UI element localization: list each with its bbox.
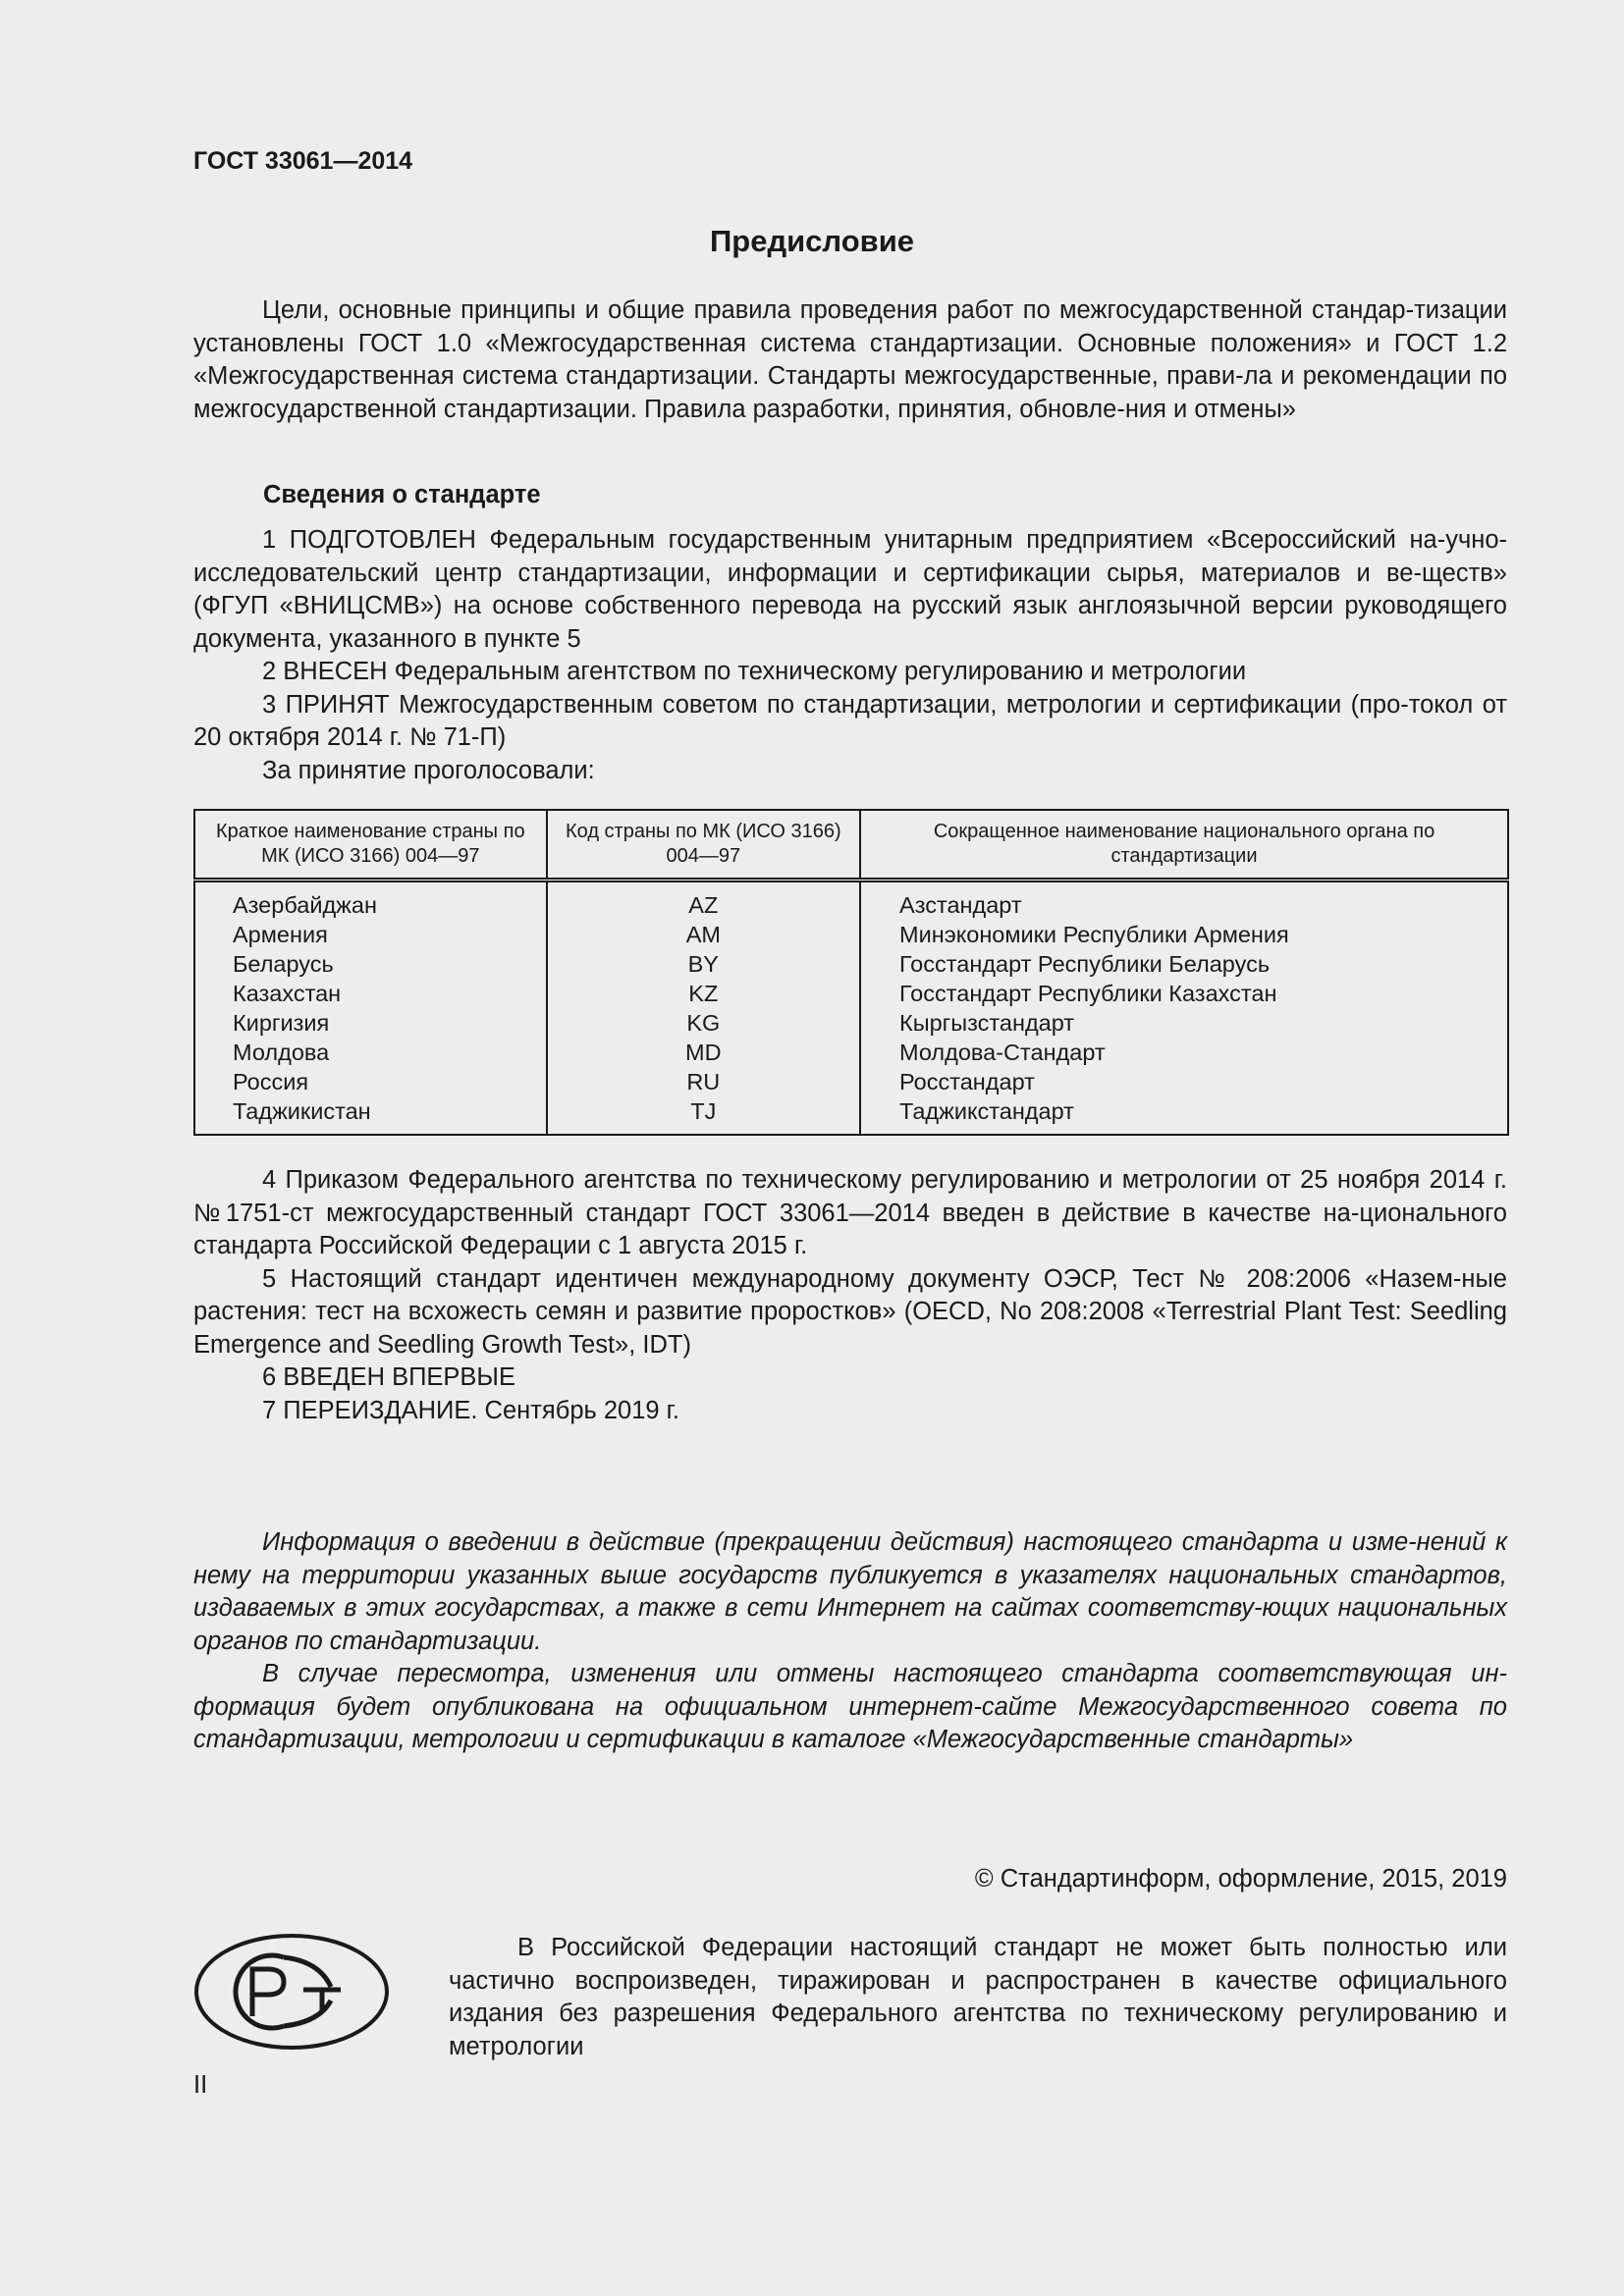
country-code: AZ — [547, 881, 860, 921]
country-name: Таджикистан — [194, 1096, 547, 1135]
country-name: Киргизия — [194, 1008, 547, 1038]
reproduction-notice — [449, 1932, 1507, 2063]
adoption-info-block — [193, 1164, 1507, 1427]
country-code: MD — [547, 1038, 860, 1067]
country-name: Молдова — [194, 1038, 547, 1067]
publication-info-block — [193, 1526, 1507, 1757]
country-name: Казахстан — [194, 979, 547, 1008]
section-heading: Сведения о стандарте — [263, 481, 541, 508]
country-code: AM — [547, 920, 860, 949]
page-number: II — [193, 2071, 208, 2099]
table-row — [194, 979, 1508, 1008]
table-row — [194, 881, 1508, 921]
intro-block — [193, 294, 1507, 426]
country-name: Армения — [194, 920, 547, 949]
standards-body: Минэкономики Республики Армения — [860, 920, 1508, 949]
country-name: Азербайджан — [194, 881, 547, 921]
country-code: TJ — [547, 1096, 860, 1135]
table-row — [194, 1096, 1508, 1135]
info-item-4: 4 Приказом Федерального агентства по техническому регулированию и метрологии от 25 ноября 2014 г. №1751-ст межгосударственный стандарт ГОСТ 33061—2014 введен в действие в качестве на-ционального стандарта Российской Федерации с 1 августа 2015 г. — [193, 1166, 1507, 1259]
header-country-name: Краткое наименование страны по МК (ИСО 3166) 004—97 — [194, 810, 547, 881]
table-row — [194, 920, 1508, 949]
country-code: KG — [547, 1008, 860, 1038]
page-title: Предисловие — [709, 224, 914, 258]
table-row — [194, 1038, 1508, 1067]
standards-body: Азстандарт — [860, 881, 1508, 921]
standards-body: Госстандарт Республики Казахстан — [860, 979, 1508, 1008]
info-item-2: 2 ВНЕСЕН Федеральным агентством по техническому регулированию и метрологии — [262, 658, 1247, 685]
standard-info-block — [193, 524, 1507, 787]
standards-body: Росстандарт — [860, 1067, 1508, 1096]
country-code: RU — [547, 1067, 860, 1096]
voting-countries-table — [193, 809, 1509, 1136]
info-item-7: 7 ПЕРЕИЗДАНИЕ. Сентябрь 2019 г. — [262, 1396, 679, 1424]
header-standards-body: Сокращенное наименование национального органа по стандартизации — [860, 810, 1508, 881]
country-code: KZ — [547, 979, 860, 1008]
info-item-1: 1 ПОДГОТОВЛЕН Федеральным государственным унитарным предприятием «Всероссийский на-учно-исследовательский центр стандартизации, информации и сертификации сырья, материалов и ве-ществ» (ФГУП «ВНИЦСМВ») на основе собственного перевода на русский язык англоязычной версии руководящего документа, указанного в пункте 5 — [193, 526, 1507, 653]
voters-label: За принятие проголосовали: — [262, 756, 595, 784]
info-item-3: 3 ПРИНЯТ Межгосударственным советом по стандартизации, метрологии и сертификации (про-токол от 20 октября 2014 г. № 71-П) — [193, 690, 1507, 751]
copyright-notice: © Стандартинформ, оформление, 2015, 2019 — [974, 1865, 1507, 1893]
standards-body: Таджикстандарт — [860, 1096, 1508, 1135]
document-code: ГОСТ 33061—2014 — [193, 147, 413, 175]
reproduction-notice-text: В Российской Федерации настоящий стандарт не может быть полностью или частично воспроизведен, тиражирован и распространен в качестве официального издания без разрешения Федерального агентства по техническому регулированию и метрологии — [449, 1934, 1507, 2060]
standards-body: Кыргызстандарт — [860, 1008, 1508, 1038]
table-row — [194, 1067, 1508, 1096]
header-country-code: Код страны по МК (ИСО 3166) 004—97 — [547, 810, 860, 881]
info-item-6: 6 ВВЕДЕН ВПЕРВЫЕ — [262, 1363, 516, 1391]
table-row — [194, 1008, 1508, 1038]
table-row — [194, 949, 1508, 979]
standards-body: Молдова-Стандарт — [860, 1038, 1508, 1067]
info-item-5: 5 Настоящий стандарт идентичен международному документу ОЭСР, Тест № 208:2006 «Назем-ные растения: тест на всхожесть семян и развитие проростков» (OECD, No 208:2008 «Terrestrial Plant Test: Seedling Emergence and Seedling Growth Test», IDT) — [193, 1264, 1507, 1359]
revision-info-paragraph: В случае пересмотра, изменения или отмены настоящего стандарта соответствующая ин-формация будет опубликована на официальном интернет-сайте Межгосударственного совета по стандартизации, метрологии и сертификации в каталоге «Межгосударственные стандарты» — [193, 1660, 1507, 1753]
publication-info-paragraph: Информация о введении в действие (прекращении действия) настоящего стандарта и изме-нений к нему на территории указанных выше государств публикуется в указателях национальных стандартов, издаваемых в этих государствах, а также в сети Интернет на сайтах соответству-ющих национальных органов по стандартизации. — [193, 1528, 1507, 1655]
intro-paragraph: Цели, основные принципы и общие правила проведения работ по межгосударственной стандар-тизации установлены ГОСТ 1.0 «Межгосударственная система стандартизации. Основные положения» и ГОСТ 1.2 «Межгосударственная система стандартизации. Стандарты межгосударственные, прави-ла и рекомендации по межгосударственной стандартизации. Правила разработки, принятия, обновле-ния и отмены» — [193, 296, 1507, 423]
standards-body: Госстандарт Республики Беларусь — [860, 949, 1508, 979]
country-name: Россия — [194, 1067, 547, 1096]
country-name: Беларусь — [194, 949, 547, 979]
country-code: BY — [547, 949, 860, 979]
table-header-row — [194, 810, 1508, 881]
rst-conformity-mark-icon — [193, 1932, 390, 2052]
